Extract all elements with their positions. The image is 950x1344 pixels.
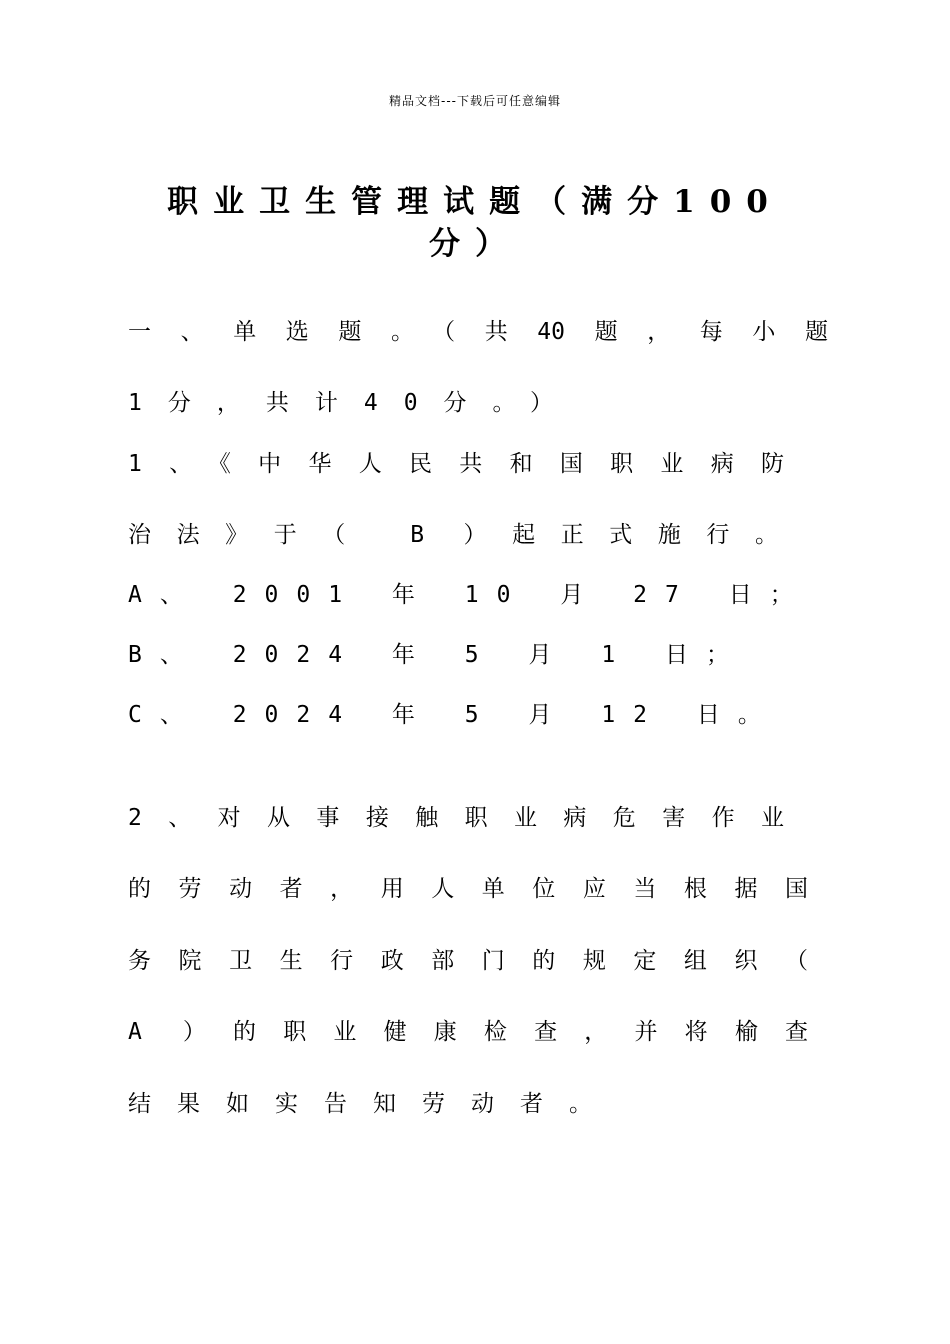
document-title-line-2: 分） (429, 226, 521, 262)
header-note: 精品文档---下载后可任意编辑 (389, 94, 561, 108)
document-title-line-1: 职业卫生管理试题（满分100 (167, 184, 783, 220)
question-2-line-4: A ）的职业健康检查，并将榆查 (128, 1019, 808, 1045)
question-1-option-c: C、 2024 年 5 月 12 日。 (128, 702, 779, 728)
question-2-line-2: 的劳动者，用人单位应当根据国 (128, 876, 808, 902)
question-1-option-a: A、 2001 年 10 月 27 日； (128, 582, 811, 608)
section-heading-line-1: 一、单选题。（共40题，每小题 (128, 319, 828, 345)
question-1-option-b: B、 2024 年 5 月 1 日； (128, 642, 748, 668)
question-2-line-5: 结果如实告知劳动者。 (128, 1091, 618, 1117)
section-heading-line-2: 1分，共计40分。） (128, 390, 580, 416)
question-1-line-1: 1、《中华人民共和国职业病防 (128, 451, 784, 477)
question-1-line-2: 治法》于（ B ）起正式施行。 (128, 522, 778, 548)
question-2-line-3: 务院卫生行政部门的规定组织（ (128, 948, 808, 974)
question-2-line-1: 2、对从事接触职业病危害作业 (128, 805, 784, 831)
